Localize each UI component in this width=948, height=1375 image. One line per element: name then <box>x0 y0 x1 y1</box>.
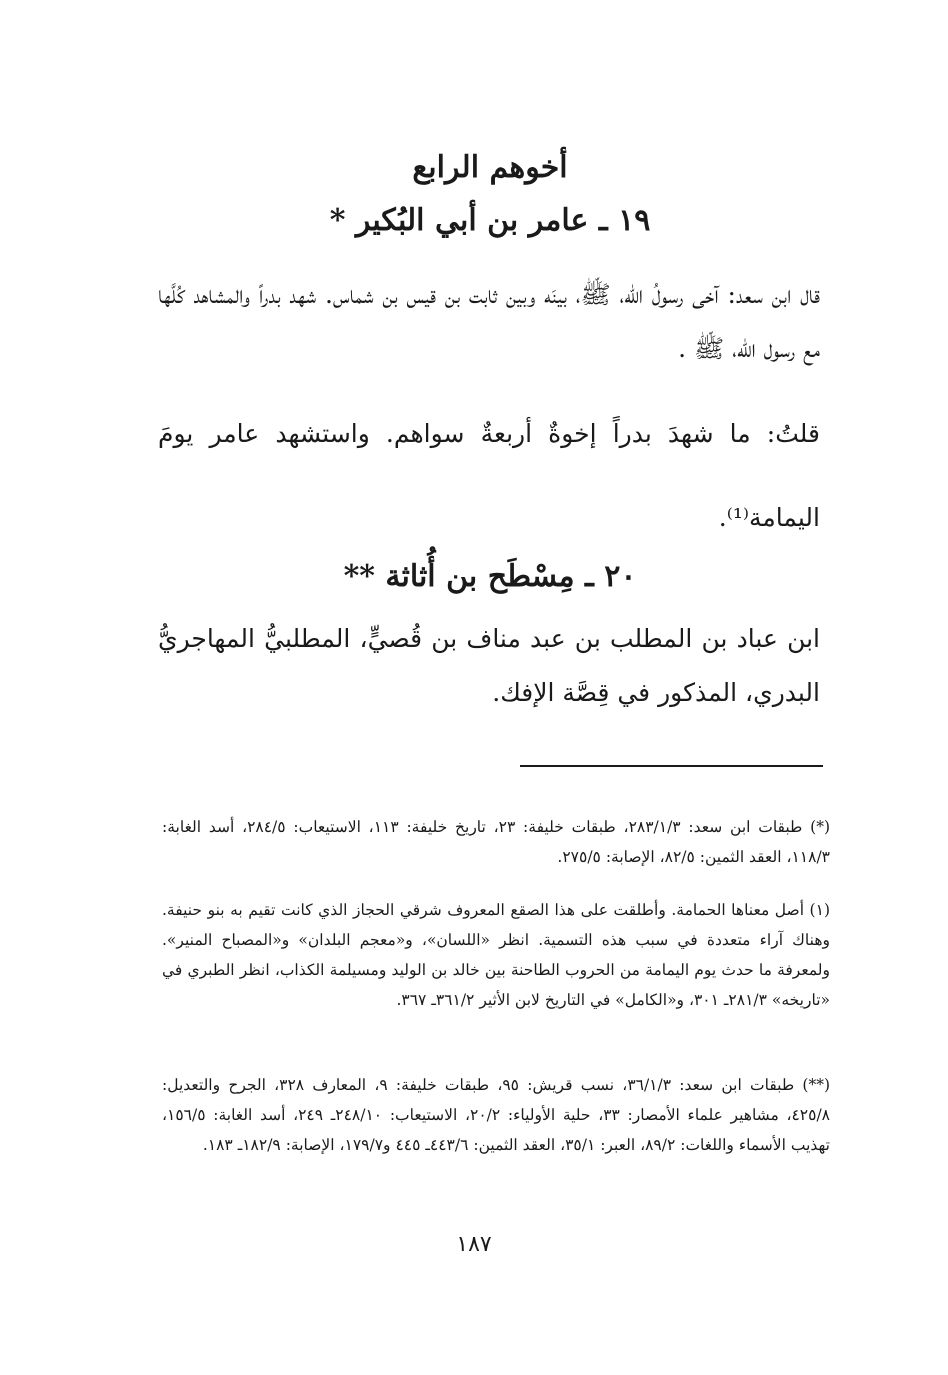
footnote-star: (*) طبقات ابن سعد: ٢٨٣/١/٣، طبقات خليفة: ٢٣، تاريخ خليفة: ١١٣، الاستيعاب: ٢٨٤/٥، أسد الغابة: ١١٨/٣، العقد الثمين: ٨٢/٥، الإصابة: ٢٧٥/٥. <box>162 818 831 866</box>
entry-19-paragraph-1: قال ابن سعد: آخى رسولُ الله، ﷺ، بينَه وبين ثابت بن قيس بن شماس. شهد بدراً والمشاهد كُلَّها مع رسول الله، ﷺ . <box>158 280 820 363</box>
footnote-separator <box>520 765 823 767</box>
entry-19-title: ١٩ ـ عامر بن أبي البُكير * <box>329 203 651 238</box>
entry-20-title: ٢٠ ـ مِسْطَح بن أُثاثة ** <box>343 559 637 594</box>
entry-19-paragraph-2: قلتُ: ما شهدَ بدراً إخوةٌ أربعةٌ سواهم. واستشهد عامر يومَ اليمامة⁽¹⁾. <box>158 419 820 532</box>
section-heading: أخوهم الرابع <box>412 150 568 185</box>
footnote-1: (١) أصل معناها الحمامة. وأطلقت على هذا الصقع المعروف شرقي الحجاز الذي كانت تقيم به بنو حنيفة. وهناك آراء متعددة في سبب هذه التسمية. انظر «اللسان»، و«معجم البلدان» و«المصباح المنير». ولمعرفة ما حدث يوم اليمامة من الحروب الطاحنة بين خالد بن الوليد ومسيلمة الكذاب، انظر الطبري في «تاريخه» ٢٨١/٣ـ ٣٠١، و«الكامل» في التاريخ لابن الأثير ٣٦١/٢ـ ٣٦٧. <box>162 901 830 1009</box>
entry-20-paragraph-1: ابن عباد بن المطلب بن عبد مناف بن قُصيٍّ، المطلبيُّ المهاجريُّ البدري، المذكور في قِصَّة الإفك. <box>158 624 820 707</box>
footnote-double-star: (**) طبقات ابن سعد: ٣٦/١/٣، نسب قريش: ٩٥، طبقات خليفة: ٩، المعارف ٣٢٨، الجرح والتعديل: ٤٢٥/٨، مشاهير علماء الأمصار: ٣٣، حلية الأولياء: ٢٠/٢، الاستيعاب: ٢٤٨/١٠ـ ٢٤٩، أسد الغابة: ١٥٦/٥، تهذيب الأسماء واللغات: ٨٩/٢، العبر: ٣٥/١، العقد الثمين: ٤٤٣/٦ـ ٤٤٥ و١٧٩/٧، الإصابة: ١٨٢/٩ـ ١٨٣. <box>162 1076 831 1154</box>
page-number: ١٨٧ <box>456 1232 492 1257</box>
